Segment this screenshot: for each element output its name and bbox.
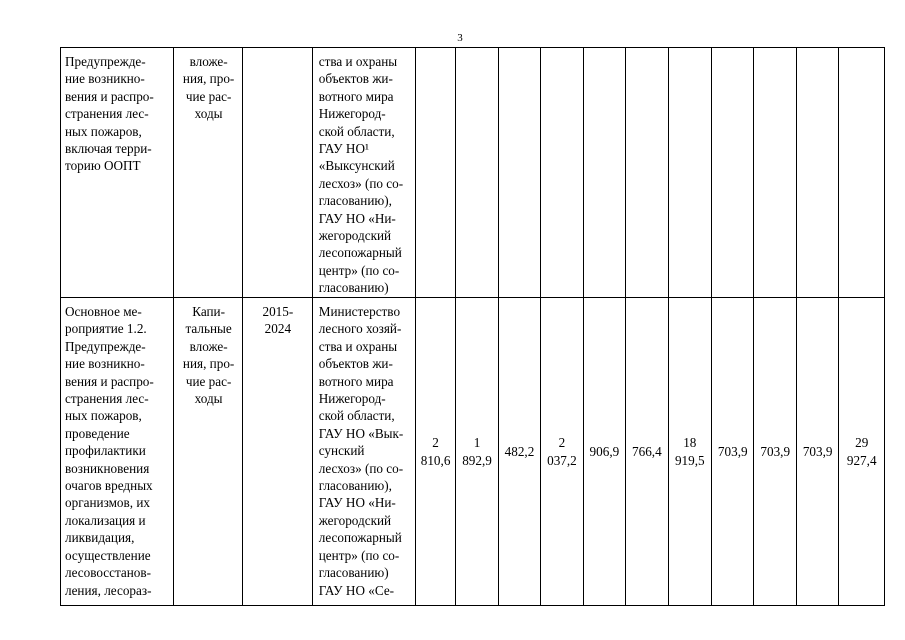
executor-cell-line: гласованию),	[318, 193, 392, 209]
value-text: 2	[558, 435, 566, 451]
executor-cell-line: ГАУ НО¹	[318, 141, 369, 157]
expense-type-cell-line: чие рас-	[185, 373, 232, 389]
expense-type-cell-line: чие рас-	[185, 88, 232, 104]
value-cell	[541, 298, 583, 606]
value-text: 810,6	[420, 452, 451, 468]
value-cell	[754, 48, 796, 298]
activity-name-cell-line: Предупрежде-	[65, 54, 146, 69]
value-cell	[498, 48, 540, 298]
activity-name-cell-line: ние возникно-	[65, 356, 145, 372]
executor-cell-line: ства и охраны	[318, 338, 398, 354]
activity-name-cell-line: очагов вредных	[65, 478, 153, 494]
executor-cell-line: лесного хозяй-	[318, 321, 402, 337]
expense-type-cell-line: тальные	[185, 321, 232, 337]
executor-cell-line: лесхоз» (по со-	[318, 175, 404, 191]
value-cell	[712, 48, 754, 298]
value-cell	[626, 48, 668, 298]
activity-name-cell-line: торию ООПТ	[65, 158, 141, 174]
activity-name-cell-line: организмов, их	[65, 495, 150, 511]
expense-type-cell-line: вложе-	[189, 54, 228, 69]
value-cell	[456, 48, 498, 298]
activity-name-cell-line: Предупрежде-	[65, 338, 146, 354]
value-text: 892,9	[462, 452, 492, 468]
activity-name-cell-line: ления, лесораз-	[65, 582, 152, 598]
executor-cell-line: сунский	[318, 443, 365, 459]
executor-cell-line: Нижегород-	[318, 391, 386, 407]
executor-cell-line: лесхоз» (по со-	[318, 460, 404, 476]
value-text: 919,5	[674, 452, 705, 468]
expense-type-cell	[174, 298, 243, 606]
activity-name-cell-line: проведение	[65, 425, 130, 441]
executor-cell-line: ской области,	[318, 408, 395, 424]
activity-name-cell-line: ных пожаров,	[65, 408, 142, 424]
activity-name-cell-line: включая терри-	[65, 141, 152, 157]
period-cell	[242, 48, 312, 298]
value-text: 703,9	[760, 443, 791, 459]
executor-cell-line: жегородский	[318, 512, 392, 528]
value-cell	[668, 298, 711, 606]
value-text: 18	[683, 435, 697, 451]
executor-cell-line: «Выксунский	[318, 158, 395, 174]
executor-cell	[312, 298, 415, 606]
activity-name-cell-line: роприятие 1.2.	[65, 321, 147, 337]
expense-type-cell-line: ния, про-	[182, 71, 235, 87]
value-cell	[541, 48, 583, 298]
period-cell	[242, 298, 312, 606]
executor-cell-line: центр» (по со-	[318, 262, 400, 278]
activity-name-cell	[61, 298, 174, 606]
expense-type-cell	[174, 48, 243, 298]
value-cell	[583, 48, 625, 298]
executor-cell-line: ГАУ НО «Вык-	[318, 425, 404, 441]
value-text: 703,9	[717, 443, 748, 459]
activity-name-cell-line: странения лес-	[65, 106, 149, 122]
executor-cell-line: ства и охраны	[318, 54, 398, 69]
value-cell	[498, 298, 540, 606]
activity-name-cell-line: вения и распро-	[65, 373, 154, 389]
executor-cell-line: лесопожарный	[318, 245, 402, 261]
executor-cell-line: гласованию)	[318, 280, 389, 296]
value-cell	[754, 298, 796, 606]
executor-cell-line: ской области,	[318, 123, 395, 139]
activity-name-cell-line: странения лес-	[65, 391, 149, 407]
activity-name-cell-line: лесовосстанов-	[65, 565, 152, 581]
expense-type-cell-line: ния, про-	[182, 356, 235, 372]
executor-cell-line: Нижегород-	[318, 106, 386, 122]
value-cell	[415, 48, 455, 298]
expense-type-cell-line: ходы	[194, 391, 223, 407]
value-text: 927,4	[846, 452, 877, 468]
period-cell-line: 2015-	[262, 304, 294, 319]
expense-type-cell-line: ходы	[194, 106, 223, 122]
activity-name-cell-line: вения и распро-	[65, 88, 154, 104]
executor-cell-line: жегородский	[318, 228, 392, 244]
program-activities-table	[60, 47, 885, 606]
value-text: 29	[855, 435, 869, 451]
value-cell	[839, 48, 885, 298]
value-cell	[668, 48, 711, 298]
value-text: 482,2	[504, 443, 535, 459]
executor-cell-line: ГАУ НО «Ни-	[318, 210, 396, 226]
value-text: 766,4	[632, 443, 662, 459]
table-row	[61, 48, 885, 298]
value-cell	[712, 298, 754, 606]
expense-type-cell-line: вложе-	[189, 338, 228, 354]
page-number: 3	[457, 32, 463, 44]
value-cell	[415, 298, 455, 606]
executor-cell	[312, 48, 415, 298]
value-text: 2	[432, 435, 439, 451]
executor-cell-line: вотного мира	[318, 88, 394, 104]
value-text: 1	[473, 435, 481, 451]
activity-name-cell	[61, 48, 174, 298]
executor-cell-line: ГАУ НО «Се-	[318, 582, 395, 598]
activity-name-cell-line: возникновения	[65, 460, 150, 476]
activity-name-cell-line: ных пожаров,	[65, 123, 142, 139]
activity-name-cell-line: локализация и	[65, 512, 146, 528]
value-text: 037,2	[547, 452, 577, 468]
activity-name-cell-line: профилактики	[65, 443, 146, 459]
activity-name-cell-line: ликвидация,	[65, 530, 135, 546]
value-cell	[796, 48, 838, 298]
table-row	[61, 298, 885, 606]
executor-cell-line: гласованию)	[318, 565, 389, 581]
value-cell	[626, 298, 668, 606]
executor-cell-line: ГАУ НО «Ни-	[318, 495, 396, 511]
executor-cell-line: объектов жи-	[318, 71, 393, 87]
expense-type-cell-line: Капи-	[192, 304, 226, 319]
executor-cell-line: гласованию),	[318, 478, 392, 494]
period-cell-line: 2024	[264, 321, 292, 337]
value-cell	[796, 298, 838, 606]
executor-cell-line: лесопожарный	[318, 530, 402, 546]
value-cell	[839, 298, 885, 606]
activity-name-cell-line: Основное ме-	[65, 304, 142, 319]
value-cell	[583, 298, 625, 606]
activity-name-cell-line: осуществление	[65, 547, 151, 563]
executor-cell-line: Министерство	[318, 304, 401, 319]
executor-cell-line: центр» (по со-	[318, 547, 400, 563]
value-text: 703,9	[802, 443, 833, 459]
executor-cell-line: вотного мира	[318, 373, 394, 389]
activity-name-cell-line: ние возникно-	[65, 71, 145, 87]
executor-cell-line: объектов жи-	[318, 356, 393, 372]
value-text: 906,9	[589, 443, 620, 459]
value-cell	[456, 298, 498, 606]
